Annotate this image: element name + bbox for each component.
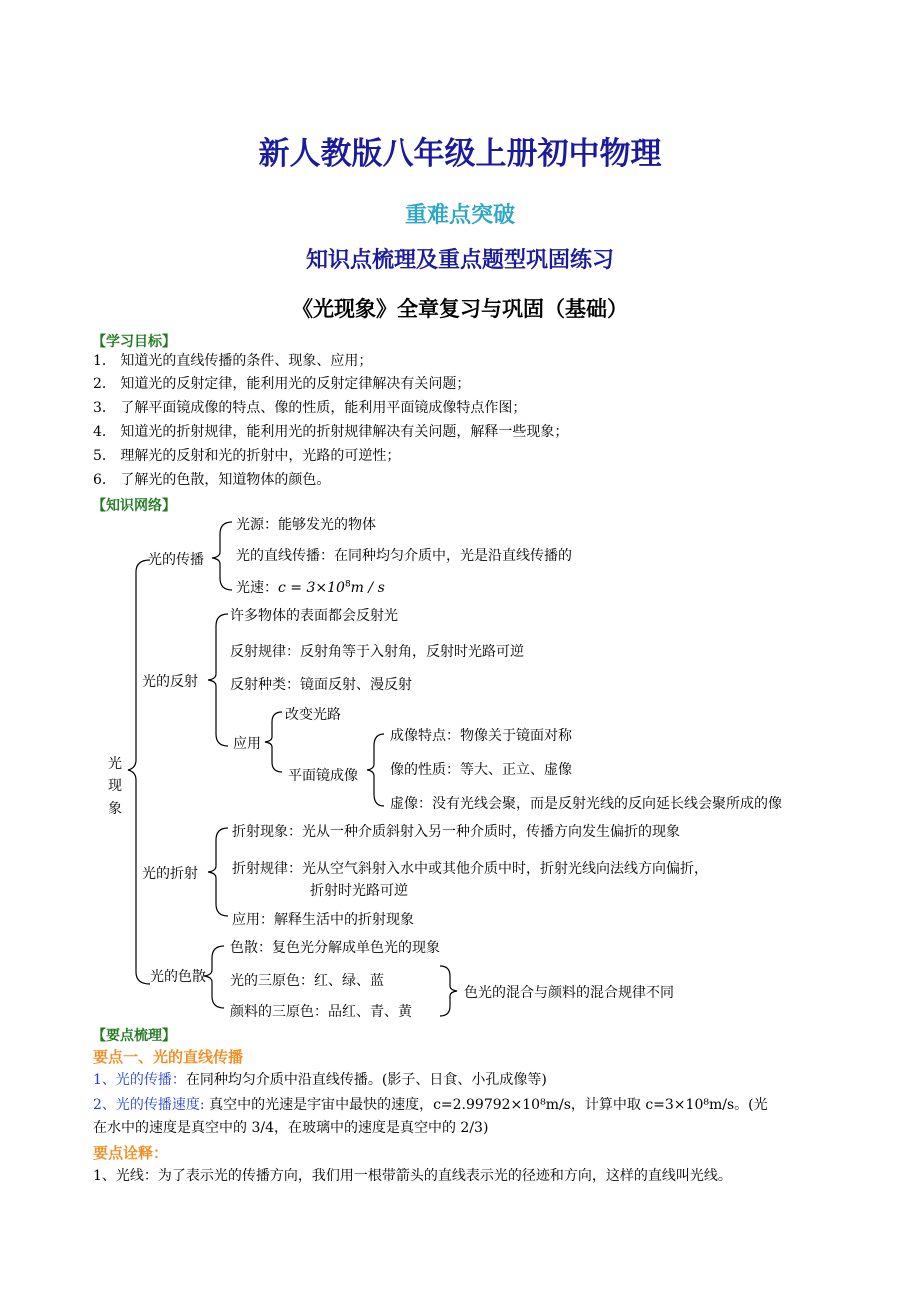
propagation-brace	[212, 522, 232, 590]
leaf-text: 折射现象：光从一种介质斜射入另一种介质时，传播方向发生偏折的现象	[232, 824, 680, 840]
point-line	[93, 1069, 547, 1091]
leaf-text: 光源：能够发光的物体	[236, 517, 376, 533]
page-subtitle: 重难点突破	[404, 202, 515, 228]
leaf-text: 反射种类：镜面反射、漫反射	[230, 677, 412, 693]
point-line	[93, 1094, 768, 1116]
branch-mirror: 平面镜成像	[288, 768, 358, 784]
branch-application: 应用	[233, 736, 261, 752]
objective-item: 6． 了解光的色散，知道物体的颜色。	[93, 472, 331, 488]
point-text: 在同种均匀介质中沿直线传播。(影子、日食、小孔成像等)	[185, 1072, 547, 1088]
objective-item: 4． 知道光的折射规律，能利用光的折射规律解决有关问题，解释一些现象；	[93, 424, 569, 440]
leaf-text: 颜料的三原色：品红、青、黄	[230, 1004, 412, 1020]
branch-reflection: 光的反射	[142, 674, 198, 690]
leaf-text: 色光的混合与颜料的混合规律不同	[464, 985, 674, 1001]
leaf-text: 折射时光路可逆	[310, 883, 408, 899]
point-text: 真空中的光速是宇宙中最快的速度，c=2.99792×10⁸m/s，计算中取 c=3×10⁸m/s。(光	[204, 1097, 768, 1113]
speed-exponent: 8	[344, 579, 351, 590]
reflection-brace	[208, 614, 228, 746]
leaf-text: 光的三原色：红、绿、蓝	[230, 973, 384, 989]
root-char: 象	[108, 801, 122, 817]
refraction-brace	[208, 828, 228, 916]
mirror-brace	[367, 734, 384, 806]
branch-refraction: 光的折射	[142, 866, 198, 882]
leaf-text	[236, 577, 385, 597]
root-char: 现	[108, 778, 122, 794]
dispersion-brace	[204, 946, 224, 1008]
leaf-text: 反射规律：反射角等于入射角，反射时光路可逆	[230, 644, 524, 660]
explain-item: 1、光线：为了表示光的传播方向，我们用一根带箭头的直线表示光的径迹和方向，这样的直线叫光线。	[93, 1168, 732, 1184]
leaf-text: 成像特点：物像关于镜面对称	[390, 728, 572, 744]
leaf-text: 虚像：没有光线会聚，而是反射光线的反向延长线会聚所成的像	[390, 796, 782, 812]
leaf-text: 折射规律：光从空气斜射入水中或其他介质中时，折射光线向法线方向偏折，	[232, 861, 708, 877]
objective-item: 3． 了解平面镜成像的特点、像的性质，能利用平面镜成像特点作图；	[93, 400, 527, 416]
leaf-text: 光的直线传播：在同种均匀介质中，光是沿直线传播的	[236, 548, 572, 564]
speed-unit: m / s	[350, 580, 385, 596]
primaries-brace	[440, 966, 457, 1016]
application-brace	[265, 712, 282, 772]
page-title: 新人教版八年级上册初中物理	[258, 136, 662, 172]
root-brace	[128, 560, 150, 984]
objectives-heading: 【学习目标】	[92, 334, 176, 350]
objective-item: 2． 知道光的反射定律，能利用光的反射定律解决有关问题；	[93, 376, 471, 392]
explain-heading: 要点诠释：	[93, 1144, 169, 1162]
leaf-text: 色散：复色光分解成单色光的现象	[230, 940, 440, 956]
point-label: 1、光的传播：	[93, 1072, 186, 1088]
root-char: 光	[108, 756, 122, 772]
page-subtitle-2: 知识点梳理及重点题型巩固练习	[305, 247, 614, 273]
point-heading: 要点一、光的直线传播	[93, 1048, 244, 1066]
leaf-text: 应用：解释生活中的折射现象	[232, 912, 414, 928]
branch-dispersion: 光的色散	[150, 969, 206, 985]
leaf-text: 改变光路	[285, 707, 341, 723]
branch-propagation: 光的传播	[148, 552, 204, 568]
leaf-text: 许多物体的表面都会反射光	[230, 608, 398, 624]
speed-label: 光速：	[236, 580, 278, 596]
key-points-heading: 【要点梳理】	[92, 1028, 176, 1044]
chapter-title: 《光现象》全章复习与巩固（基础）	[292, 296, 628, 321]
objective-item: 5． 理解光的反射和光的折射中，光路的可逆性；	[93, 448, 401, 464]
point-label: 2、光的传播速度:	[93, 1097, 205, 1113]
leaf-text: 像的性质：等大、正立、虚像	[390, 762, 572, 778]
point-text-cont: 在水中的速度是真空中的 3/4，在玻璃中的速度是真空中的 2/3)	[93, 1120, 489, 1136]
network-heading: 【知识网络】	[92, 498, 176, 514]
objective-item: 1． 知道光的直线传播的条件、现象、应用；	[93, 353, 373, 369]
speed-formula: c = 3×10	[278, 580, 345, 596]
